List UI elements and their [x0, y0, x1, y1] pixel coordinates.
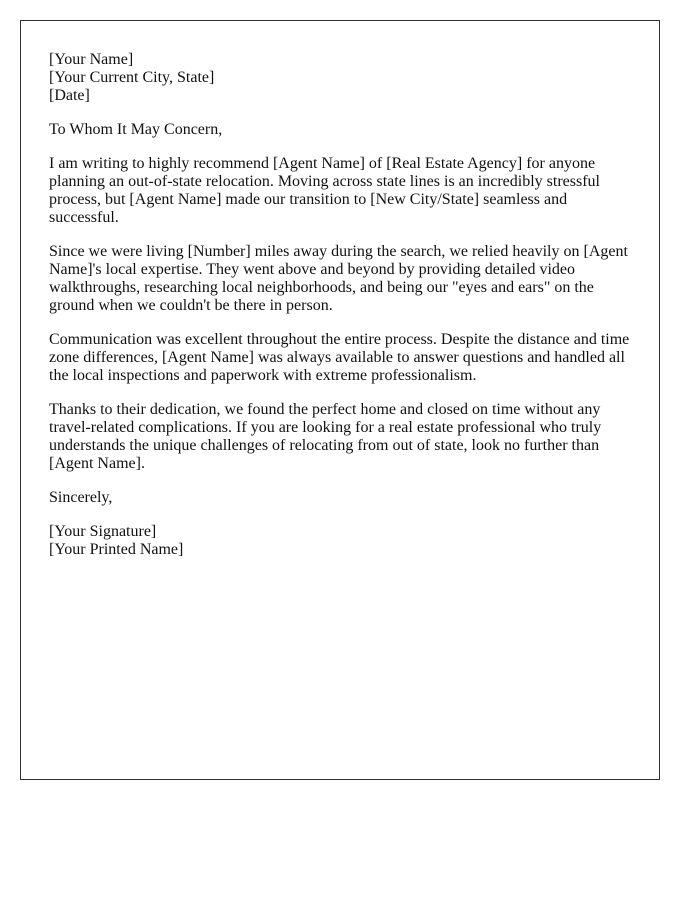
signature: [Your Signature]	[49, 523, 157, 540]
body-paragraph: I am writing to highly recommend [Agent Name] of [Real Estate Agency] for anyone planning an out-of-state relocation. Moving across state lines is an incredibly stressful process, but [Agent Name] made our transition to [New City/State] seamless and successful.	[49, 155, 600, 226]
body-paragraph: Communication was excellent throughout the entire process. Despite the distance and time zone differences, [Agent Name] was always available to answer questions and handled all the local inspections and paperwork with extreme professionalism.	[49, 331, 630, 384]
signature-block	[49, 523, 639, 559]
sender-city: [Your Current City, State]	[49, 69, 215, 86]
letter-page	[20, 20, 660, 780]
printed-name: [Your Printed Name]	[49, 541, 184, 558]
body-paragraph: Thanks to their dedication, we found the perfect home and closed on time without any travel-related complications. If you are looking for a real estate professional who truly understands the unique challenges of relocating from out of state, look no further than [Agent Name].	[49, 401, 602, 472]
closing: Sincerely,	[49, 489, 113, 506]
sender-block	[49, 51, 639, 105]
letter-date: [Date]	[49, 87, 90, 104]
salutation: To Whom It May Concern,	[49, 121, 223, 138]
sender-name: [Your Name]	[49, 51, 134, 68]
body-paragraph: Since we were living [Number] miles away during the search, we relied heavily on [Agent Name]'s local expertise. They went above and beyond by providing detailed video walkthroughs, researching local neighborhoods, and being our "eyes and ears" on the ground when we couldn't be there in person.	[49, 243, 628, 314]
